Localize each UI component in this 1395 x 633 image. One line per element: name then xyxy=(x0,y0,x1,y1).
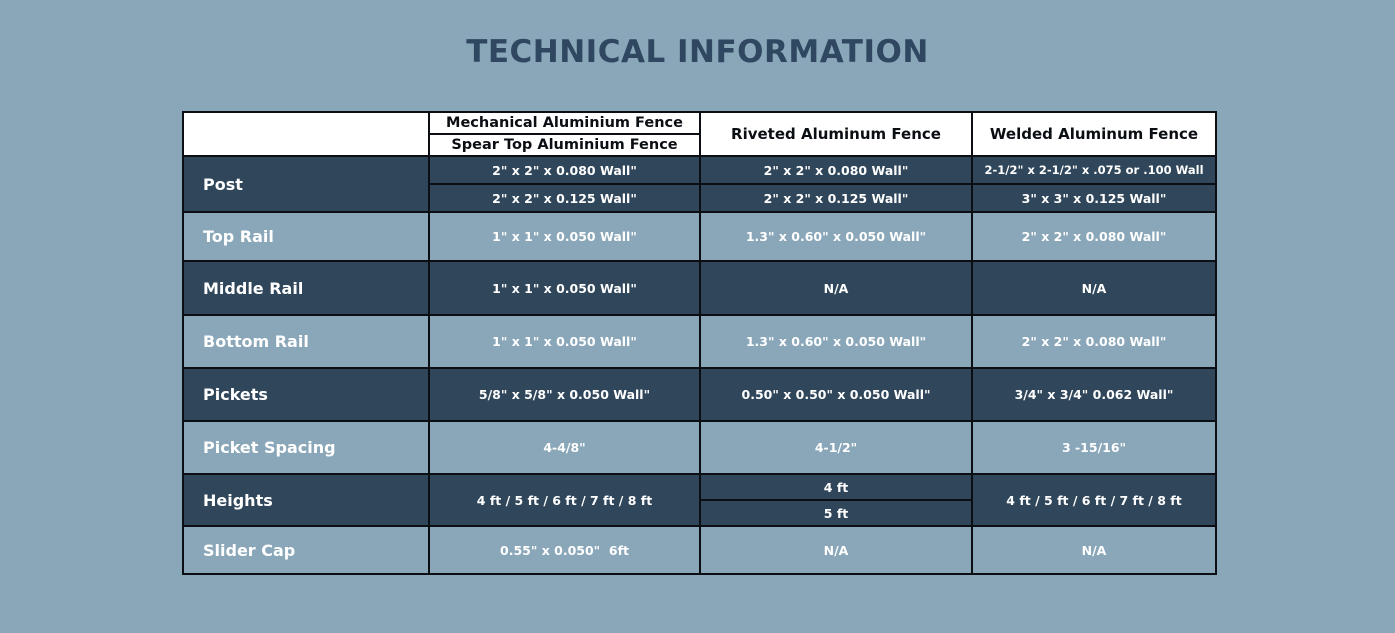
cell-pickets-riveted: 0.50" x 0.50" x 0.050 Wall" xyxy=(700,368,972,421)
row-label-picket-spacing: Picket Spacing xyxy=(183,421,429,474)
cell-heights-riveted-2: 5 ft xyxy=(700,500,972,526)
cell-post-riveted-1: 2" x 2" x 0.080 Wall" xyxy=(700,156,972,184)
cell-bottom-rail-welded: 2" x 2" x 0.080 Wall" xyxy=(972,315,1216,368)
cell-middle-rail-riveted: N/A xyxy=(700,261,972,315)
cell-post-mechanical-1: 2" x 2" x 0.080 Wall" xyxy=(429,156,700,184)
cell-picket-spacing-riveted: 4-1/2" xyxy=(700,421,972,474)
cell-post-welded-1: 2-1/2" x 2-1/2" x .075 or .100 Wall xyxy=(972,156,1216,184)
header-welded-fence: Welded Aluminum Fence xyxy=(972,112,1216,156)
row-label-middle-rail: Middle Rail xyxy=(183,261,429,315)
cell-picket-spacing-welded: 3 -15/16" xyxy=(972,421,1216,474)
cell-top-rail-riveted: 1.3" x 0.60" x 0.050 Wall" xyxy=(700,212,972,261)
technical-info-table xyxy=(182,111,1217,575)
cell-slider-cap-mechanical: 0.55" x 0.050" 6ft xyxy=(429,526,700,574)
cell-picket-spacing-mechanical: 4-4/8" xyxy=(429,421,700,474)
header-mechanical-fence: Mechanical Aluminium Fence xyxy=(429,112,700,134)
cell-heights-mechanical: 4 ft / 5 ft / 6 ft / 7 ft / 8 ft xyxy=(429,474,700,526)
cell-heights-welded: 4 ft / 5 ft / 6 ft / 7 ft / 8 ft xyxy=(972,474,1216,526)
cell-heights-riveted-1: 4 ft xyxy=(700,474,972,500)
cell-post-riveted-2: 2" x 2" x 0.125 Wall" xyxy=(700,184,972,212)
cell-pickets-welded: 3/4" x 3/4" 0.062 Wall" xyxy=(972,368,1216,421)
page-title: TECHNICAL INFORMATION xyxy=(466,34,929,70)
row-label-bottom-rail: Bottom Rail xyxy=(183,315,429,368)
row-label-post: Post xyxy=(183,156,429,212)
cell-top-rail-mechanical: 1" x 1" x 0.050 Wall" xyxy=(429,212,700,261)
cell-top-rail-welded: 2" x 2" x 0.080 Wall" xyxy=(972,212,1216,261)
cell-post-mechanical-2: 2" x 2" x 0.125 Wall" xyxy=(429,184,700,212)
cell-middle-rail-mechanical: 1" x 1" x 0.050 Wall" xyxy=(429,261,700,315)
cell-middle-rail-welded: N/A xyxy=(972,261,1216,315)
cell-bottom-rail-mechanical: 1" x 1" x 0.050 Wall" xyxy=(429,315,700,368)
header-riveted-fence: Riveted Aluminum Fence xyxy=(700,112,972,156)
row-label-pickets: Pickets xyxy=(183,368,429,421)
cell-slider-cap-riveted: N/A xyxy=(700,526,972,574)
cell-bottom-rail-riveted: 1.3" x 0.60" x 0.050 Wall" xyxy=(700,315,972,368)
header-spear-top-fence: Spear Top Aluminium Fence xyxy=(429,134,700,156)
row-label-top-rail: Top Rail xyxy=(183,212,429,261)
cell-pickets-mechanical: 5/8" x 5/8" x 0.050 Wall" xyxy=(429,368,700,421)
row-label-slider-cap: Slider Cap xyxy=(183,526,429,574)
row-label-heights: Heights xyxy=(183,474,429,526)
cell-slider-cap-welded: N/A xyxy=(972,526,1216,574)
cell-post-welded-2: 3" x 3" x 0.125 Wall" xyxy=(972,184,1216,212)
header-empty-cell xyxy=(183,112,429,156)
